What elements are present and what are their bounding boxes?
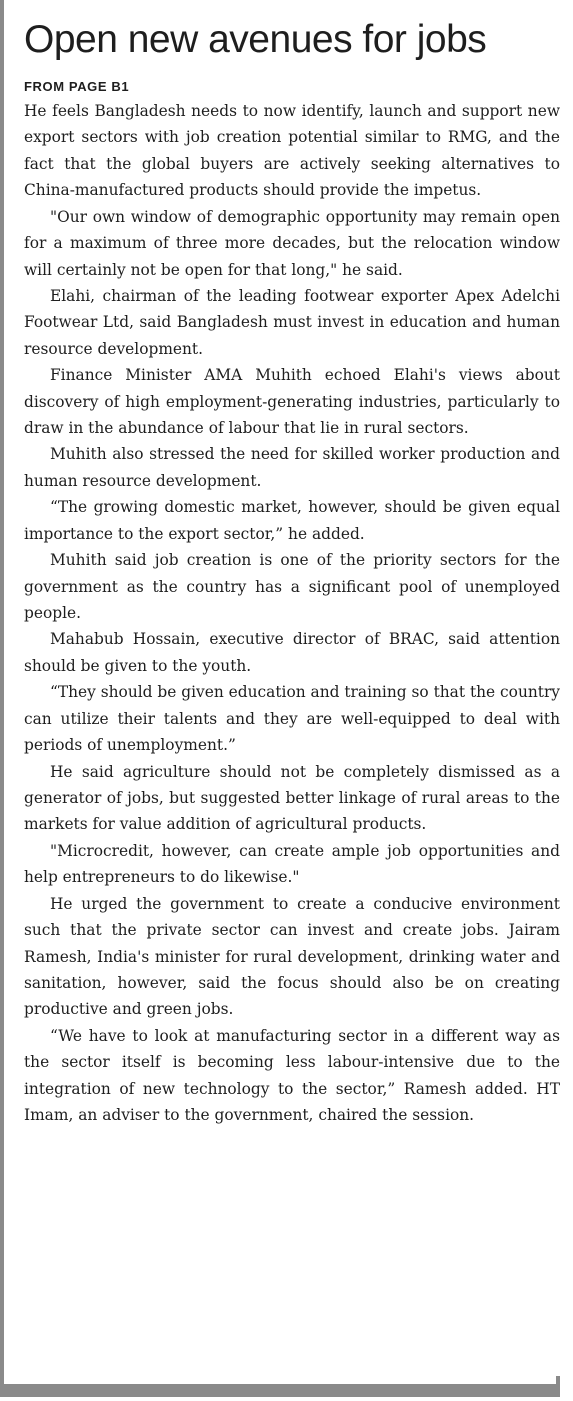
article-paragraph: Finance Minister AMA Muhith echoed Elahi's views about discovery of high employment-generating industries, particularly to draw in the abundance of labour that lie in rural sectors.: [24, 366, 560, 438]
article-paragraph: “They should be given education and training so that the country can utilize their talents and they are well-equipped to deal with periods of unemployment.”: [24, 683, 560, 755]
article-paragraph: Muhith said job creation is one of the priority sectors for the government as the country has a significant pool of unemployed people.: [24, 551, 560, 623]
article-paragraph: He urged the government to create a conducive environment such that the private sector can invest and create jobs. Jairam Ramesh, India's minister for rural development, drinking water and sanitation, however, said the focus should also be on creating productive and green jobs.: [24, 894, 560, 1019]
continued-from-label: FROM PAGE B1: [24, 79, 130, 94]
article-paragraph: He said agriculture should not be completely dismissed as a generator of jobs, but suggested better linkage of rural areas to the markets for value addition of agricultural products.: [24, 762, 560, 834]
bottom-border-rule: [0, 1384, 560, 1397]
article-paragraph: “We have to look at manufacturing sector in a different way as the sector itself is becoming less labour-intensive due to the integration of new technology to the sector,” Ramesh added. HT Imam, an adviser to the government, chaired the session.: [24, 1026, 560, 1125]
article-paragraph: Mahabub Hossain, executive director of BRAC, said attention should be given to the youth.: [24, 630, 560, 675]
article-headline: Open new avenues for jobs: [24, 18, 487, 61]
article-paragraph: “The growing domestic market, however, should be given equal importance to the export sector,” he added.: [24, 498, 560, 543]
article-paragraph: "Our own window of demographic opportunity may remain open for a maximum of three more decades, but the relocation window will certainly not be open for that long," he said.: [24, 207, 560, 279]
article-body: [24, 98, 560, 1128]
article-paragraph: He feels Bangladesh needs to now identify, launch and support new export sectors with job creation potential similar to RMG, and the fact that the global buyers are actively seeking alternatives to China-manufactured products should provide the impetus.: [24, 102, 560, 200]
left-border-rule: [0, 0, 4, 1384]
article-paragraph: "Microcredit, however, can create ample job opportunities and help entrepreneurs to do likewise.": [24, 841, 560, 887]
article-paragraph: Elahi, chairman of the leading footwear exporter Apex Adelchi Footwear Ltd, said Bangladesh must invest in education and human resource development.: [24, 286, 560, 358]
article-paragraph: Muhith also stressed the need for skilled worker production and human resource development.: [24, 445, 560, 490]
